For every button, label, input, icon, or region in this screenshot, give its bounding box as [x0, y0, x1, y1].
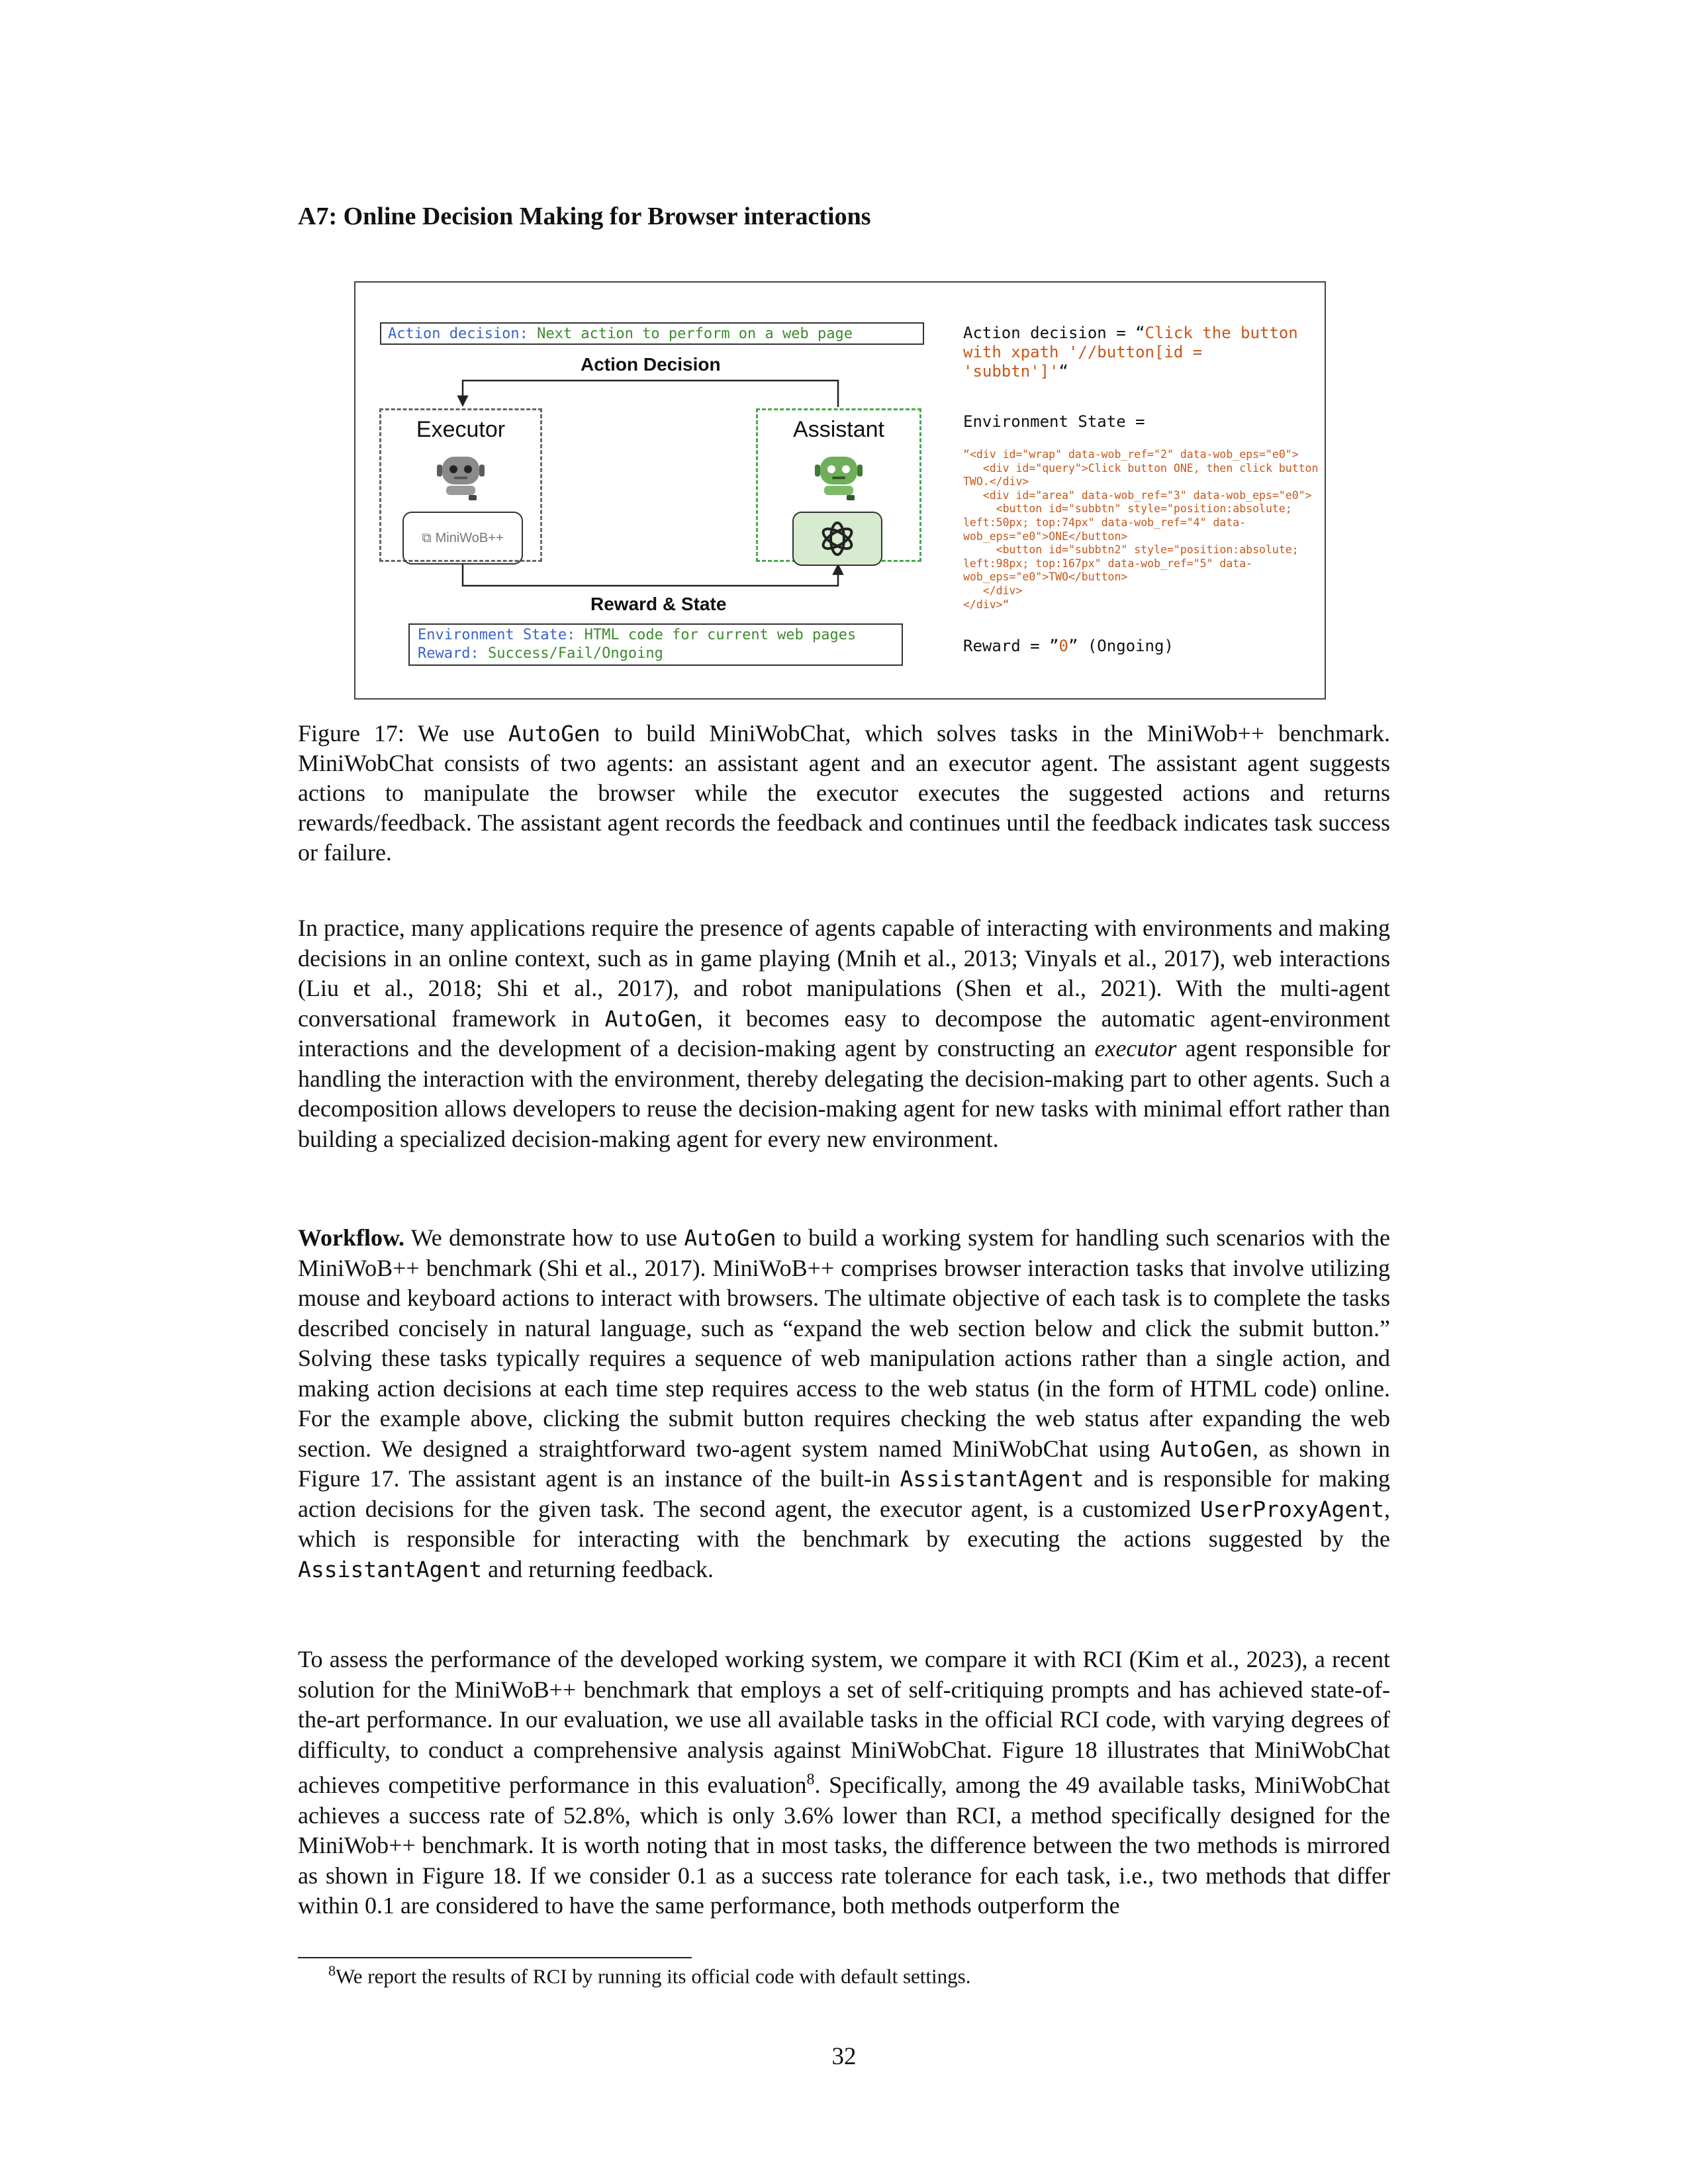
footnote-text: We report the results of RCI by running its official code with default settings.	[336, 1964, 971, 1988]
paragraph-text: to build a working system for handling such scenarios with the MiniWoB++ benchmark (Shi et al., 2017). MiniWoB++ comprises browser interaction tasks that involve utilizing mouse and keyboard actions to interact with browsers. The ultimate objective of each task is to complete the tasks described concisely in natural language, such as “expand the web section below and click the submit button.” Solving these tasks typically requires a sequence of web manipulation actions rather than a single action, and making action decisions at each time step requires access to the web status (in the form of HTML code) online. For the example above, clicking the submit button requires checking the web status after expanding the web section. We designed a straightforward two-agent system named MiniWobChat using	[298, 1224, 1390, 1462]
executor-agent	[379, 408, 542, 562]
action-decision-example	[963, 324, 1298, 381]
footnote-mark: 8	[806, 1771, 815, 1788]
workflow-heading: Workflow.	[298, 1224, 405, 1251]
action-decision-value-1: Click the button	[1145, 324, 1298, 342]
code-line: left:98px; top:167px" data-wob_ref="5" data-	[963, 557, 1253, 570]
paragraph-text: and is responsible for making action decisions for the given task. The second agent, the executor agent, is a customized	[298, 1465, 1390, 1522]
html-code-example	[963, 448, 1318, 612]
executor-robot-icon	[434, 450, 487, 502]
openai-logo-icon	[817, 518, 858, 559]
paragraph-text: , as shown in Figure 17. The assistant agent is an instance of the built-in	[298, 1435, 1390, 1492]
code-line: <div id="area" data-wob_ref="3" data-wob_eps="e0">	[963, 488, 1312, 502]
code-line: </div>	[963, 584, 1023, 597]
reward-prefix: Reward = ”	[963, 637, 1059, 655]
assistant-robot-icon	[812, 450, 865, 502]
reward-state-label: Reward & State	[590, 594, 727, 614]
paragraph-intro	[298, 913, 1390, 1154]
paragraph-text: We demonstrate how to use	[404, 1224, 684, 1251]
openai-tile	[792, 512, 882, 566]
action-decision-key: Action decision:	[388, 326, 528, 342]
code-line: <div id="query">Click button ONE, then click button	[963, 461, 1319, 475]
footnote-number: 8	[328, 1962, 336, 1979]
reward-example	[963, 637, 1174, 655]
reward-desc: Success/Fail/Ongoing	[479, 645, 663, 662]
action-decision-desc: Next action to perform on a web page	[528, 326, 853, 342]
executor-label: Executor	[416, 417, 506, 442]
action-decision-suffix: “	[1058, 362, 1068, 381]
inline-code: AutoGen	[1160, 1435, 1252, 1462]
code-line: <button id="subbtn" style="position:absolute;	[963, 502, 1292, 516]
caption-label: Figure 17:	[298, 720, 404, 747]
footnote	[328, 1962, 970, 1988]
paragraph-text: To assess the performance of the developed working system, we compare it with RCI (Kim et al., 2023), a recent solution for the MiniWoB++ benchmark that employs a set of self-critiquing prompts and has achieved state-of-the-art performance. In our evaluation, we use all available tasks in the official RCI code, with varying degrees of difficulty, to conduct a comprehensive analysis against MiniWobChat. Figure 18 illustrates that MiniWobChat achieves competitive performance in this evaluation	[298, 1646, 1390, 1798]
paragraph-evaluation	[298, 1645, 1390, 1921]
caption-text: to build MiniWobChat, which solves tasks in the MiniWob++ benchmark. MiniWobChat consists of two agents: an assistant agent and an executor agent. The assistant agent suggests actions to manipulate the browser while the executor executes the suggested actions and returns rewards/feedback. The assistant agent records the feedback and continues until the feedback indicates task success or failure.	[298, 720, 1390, 866]
code-line: wob_eps="e0">TWO</button>	[963, 570, 1128, 584]
reward-state-arrow	[463, 563, 838, 586]
code-line: “<div id="wrap" data-wob_ref="2" data-wob_eps="e0">	[963, 448, 1299, 461]
paragraph-text: . Specifically, among the 49 available tasks, MiniWobChat achieves a success rate of 52.8%, which is only 3.6% lower than RCI, a method specifically designed for the MiniWob++ benchmark. It is worth noting that in most tasks, the difference between the two methods is mirrored as shown in Figure 18. If we consider 0.1 as a success rate tolerance for each task, i.e., two methods that differ within 0.1 are considered to have the same performance, both methods outperform the	[298, 1772, 1391, 1919]
reward-line	[418, 645, 894, 663]
code-line: wob_eps="e0">ONE</button>	[963, 529, 1128, 543]
caption-code: AutoGen	[508, 721, 600, 747]
reward-suffix: ” (Ongoing)	[1068, 637, 1174, 655]
environment-state-box	[408, 623, 903, 666]
action-decision-arrow	[463, 381, 838, 407]
action-decision-value-2: with xpath '//button[id =	[963, 343, 1203, 361]
page-number: 32	[831, 2043, 857, 2070]
miniwob-logo-text: MiniWoB++	[435, 530, 504, 545]
footnote-rule	[298, 1957, 692, 1958]
action-decision-value-3: 'subbtn']'	[963, 362, 1059, 381]
code-line: TWO.</div>	[963, 475, 1029, 488]
code-line: <button id="subbtn2" style="position:absolute;	[963, 543, 1299, 557]
inline-code: AssistantAgent	[298, 1556, 483, 1582]
paragraph-text: and returning feedback.	[482, 1555, 714, 1582]
env-state-example-label: Environment State =	[963, 412, 1145, 431]
miniwob-icon: ⧉	[422, 530, 432, 545]
inline-code: AssistantAgent	[900, 1466, 1084, 1492]
env-state-key: Environment State:	[418, 627, 576, 643]
paragraph-text: In practice, many applications require the presence of agents capable of interacting with environments and making decisions in an online context, such as in game playing (Mnih et al., 2013; Vinyals et al., 2017), web interactions (Liu et al., 2018; Shi et al., 2017), and robot manipulations (Shen et al., 2021). With the multi-agent conversational framework in	[298, 915, 1390, 1032]
assistant-agent	[756, 408, 921, 562]
inline-code: AutoGen	[604, 1005, 697, 1032]
code-line: </div>“	[963, 598, 1009, 611]
environment-state-line	[418, 626, 894, 645]
assistant-label: Assistant	[793, 417, 884, 442]
inline-code: AutoGen	[684, 1225, 776, 1251]
figure-17	[354, 281, 1326, 700]
env-state-desc: HTML code for current web pages	[575, 627, 857, 643]
figure-caption	[298, 719, 1390, 868]
section-heading: A7: Online Decision Making for Browser interactions	[298, 203, 871, 230]
reward-key: Reward:	[418, 645, 479, 662]
paragraph-workflow	[298, 1223, 1390, 1584]
code-line: left:50px; top:74px" data-wob_ref="4" data-	[963, 516, 1246, 529]
reward-value: 0	[1058, 637, 1068, 655]
caption-text: We use	[404, 720, 508, 747]
emphasis-executor: executor	[1094, 1035, 1177, 1062]
inline-code: UserProxyAgent	[1199, 1496, 1384, 1522]
action-decision-label: Action Decision	[581, 354, 721, 375]
paragraph-text: agent responsible for handling the interaction with the environment, thereby delegating the decision-making part to other agents. Such a decomposition allows developers to reuse the decision-making agent for new tasks with minimal effort rather than building a specialized decision-making agent for every new environment.	[298, 1035, 1391, 1152]
action-decision-prefix: Action decision = “	[963, 324, 1145, 342]
paragraph-text: , which is responsible for interacting with the benchmark by executing the actions suggested by the	[298, 1495, 1390, 1552]
miniwob-logo	[402, 512, 523, 565]
paragraph-text: , it becomes easy to decompose the automatic agent-environment interactions and the development of a decision-making agent by constructing an	[298, 1005, 1390, 1062]
